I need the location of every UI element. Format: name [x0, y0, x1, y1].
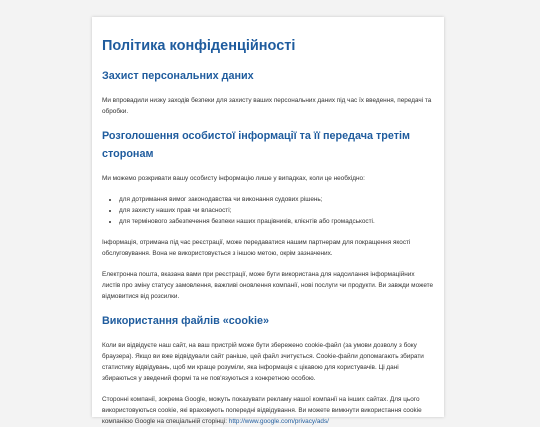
cookies-google-text: Сторонні компанії, зокрема Google, можуть показувати рекламу нашої компанії на інших сайтах. Для цього використовуються cookie, які враховують попередні відвідування. Ви можете вимкнути використання cookie компанією Google на спеціальній сторінці:: [102, 396, 422, 425]
disclosure-intro-paragraph: Ми можемо розкривати вашу особисту інформацію лише у випадках, коли це необхідно:: [102, 175, 365, 182]
cookies-paragraph: Коли ви відвідуєте наш сайт, на ваш пристрій може бути збережено cookie-файл (за умови дозволу з боку браузера). Якщо ви вже відвідували сайт раніше, цей файл зчитується. Cookie-файли допомагають збирати статистику відвідувань, щоб ми краще розуміли, яка інформація є цікавою для користувачів. Ці дані збираються у зведений формі та не пов'язуються з конкретною особою.: [102, 342, 424, 382]
list-item: • для термінового забезпечення безпеки наших працівників, клієнтів або громадськості.: [119, 216, 434, 227]
section-heading-cookies: Використання файлів «cookie»: [102, 315, 269, 327]
page-title: Політика конфіденційності: [102, 38, 296, 54]
section-heading-disclosure: Розголошення особистої інформації та її передача третім сторонам: [102, 130, 411, 160]
disclosure-list: [102, 194, 434, 227]
list-item: • для захисту наших прав чи власності;: [119, 205, 434, 216]
disclosure-partners-paragraph: Інформація, отримана під час реєстрації, може передаватися нашим партнерам для покращення якості обслуговування. Вона не використовується з іншою метою, окрім зазначених.: [102, 239, 411, 257]
list-item: • для дотримання вимог законодавства чи виконання судових рішень;: [119, 194, 434, 205]
disclosure-email-paragraph: Електронна пошта, вказана вами при реєстрації, може бути використана для надсилання інформаційних листів про зміну статусу замовлення, важливі оновлення компанії, нові послуги чи продукти. Ви завжди можете відмовитися від розсилки.: [102, 271, 434, 300]
google-ads-privacy-link[interactable]: http://www.google.com/privacy/ads/: [228, 418, 329, 425]
cookies-google-paragraph: [102, 394, 434, 427]
policy-card: [92, 17, 444, 425]
protection-paragraph: Ми впровадили низку заходів безпеки для захисту ваших персональних даних під час їх введення, передачі та обробки.: [102, 97, 432, 115]
section-heading-protection: Захист персональних даних: [102, 70, 254, 82]
